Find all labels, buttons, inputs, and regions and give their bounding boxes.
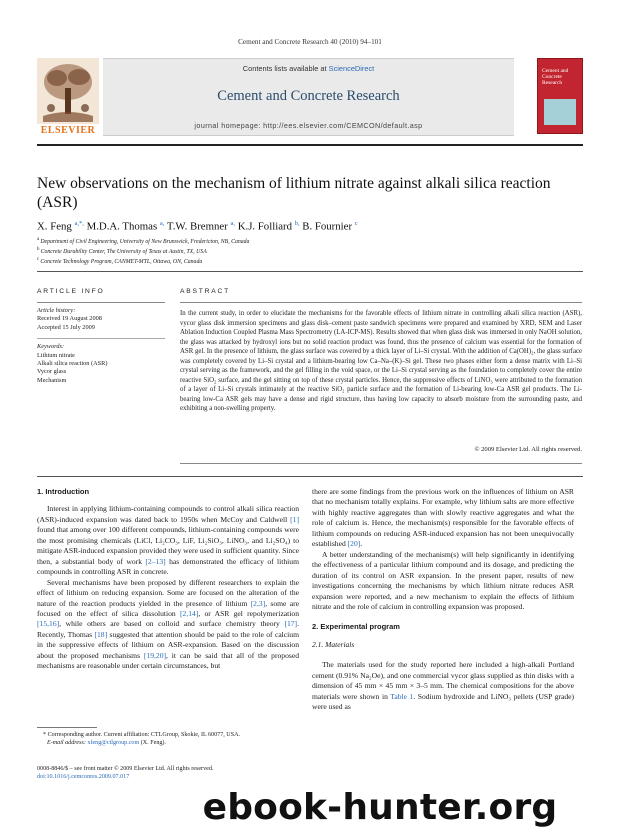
- affiliation-text: Concrete Durability Center, The University of Texas at Austin, TX, USA: [40, 249, 207, 256]
- author-name[interactable]: M.D.A. Thomas: [86, 220, 160, 233]
- section-heading-experimental: 2. Experimental program: [312, 622, 400, 632]
- citation-link[interactable]: [2–13]: [145, 556, 166, 566]
- section-heading-introduction: 1. Introduction: [37, 487, 90, 496]
- doi-link[interactable]: doi:10.1016/j.cemconres.2009.07.017: [37, 774, 130, 780]
- email-suffix: (X. Feng).: [139, 740, 166, 746]
- citation-link[interactable]: [18]: [94, 629, 108, 639]
- author-name[interactable]: K.J. Folliard: [237, 220, 295, 233]
- email-label: E-mail address:: [47, 740, 86, 746]
- footnote-rule: [37, 727, 97, 728]
- abstract-copyright: © 2009 Elsevier Ltd. All rights reserved.: [474, 446, 582, 453]
- author-affiliation-marker[interactable]: a,: [230, 220, 235, 227]
- journal-homepage-link[interactable]: journal homepage: http://ees.elsevier.com/CEMCON/default.asp: [194, 121, 423, 130]
- author-name[interactable]: T.W. Bremner: [166, 220, 231, 233]
- sciencedirect-link[interactable]: ScienceDirect: [328, 64, 375, 73]
- corresponding-author-footnote: [37, 731, 299, 747]
- author-name[interactable]: X. Feng: [37, 220, 75, 233]
- masthead-divider: [37, 144, 583, 146]
- paragraph-text: . Sodium hydroxide and LiNO₃ pellets (USP grade) were used as: [312, 691, 575, 712]
- email-line: [37, 739, 299, 747]
- paragraph-text: Several mechanisms have been proposed by different researchers to explain the effect of lithium on reducing expansion. Some are focused on the alteration of the nature of the reaction products yielded in the presence of lithium: [37, 577, 299, 608]
- accepted-date: Accepted 15 July 2009: [37, 323, 95, 331]
- contents-prefix: Contents lists available at: [242, 64, 327, 73]
- citation-link[interactable]: [2,3]: [250, 598, 266, 608]
- keyword: Lithium nitrate: [37, 351, 75, 359]
- article-history: [37, 307, 165, 332]
- paragraph-text: suggested that attention should be paid to the role of calcium in the suppressive effects of lithium on ASR-expansion. Based on the discussion about the proposed mechanisms: [37, 629, 299, 660]
- affiliation-text: Concrete Technology Program, CANMET-MTL, Ottawa, ON, Canada: [40, 259, 203, 266]
- author-affiliation-marker[interactable]: a,: [159, 220, 165, 227]
- affiliation-list: [37, 236, 577, 267]
- email-link[interactable]: xfeng@ctlgroup.com: [87, 740, 140, 746]
- affiliation-marker: a: [37, 237, 41, 242]
- publisher-name: ELSEVIER: [40, 125, 96, 136]
- paragraph-text: found that among over 100 different compounds, lithium-containing compounds were the most promising chemicals (LiCl, Li₂CO₃, LiF, Li₂SiO₃, LiNO₃, and Li₂SO₄) to mitigate ASR-induced expansion provided they were used in sufficient quantity. Since then, a substantial body of work: [37, 525, 299, 566]
- keywords-label: Keywords:: [37, 343, 65, 351]
- paragraph-text: , while others are based on colloid and surface chemistry theory: [59, 619, 285, 629]
- abstract-bottom-rule: [180, 463, 582, 464]
- cover-image: [544, 99, 576, 125]
- keyword: Mechanism: [37, 376, 67, 384]
- watermark: ebook-hunter.org: [202, 787, 558, 827]
- article-info-panel: [37, 288, 165, 385]
- cover-title: Cement and Concrete Research: [542, 68, 569, 86]
- paragraph-text: , or ASR gel repolymerization: [198, 608, 299, 618]
- affiliation-text: Department of Civil Engineering, University of New Brunswick, Fredericton, NB, Canada: [40, 238, 250, 245]
- intro-paragraph-4: A better understanding of the mechanism(s) will help significantly in identifying the effectiveness of a particular lithium compound and its dosage, and predicting the duration of its control on ASR expansion. In the present paper, results of new investigations concerning the mechanisms by which lithium nitrate reduces ASR expansion were reported, and a new mechanism to explain the effects of lithium nitrate and the role of calcium in controlling expansion was proposed.: [312, 549, 574, 611]
- citation-link[interactable]: [17]: [284, 619, 298, 629]
- abstract-heading: ABSTRACT: [180, 288, 231, 295]
- running-head: Cement and Concrete Research 40 (2010) 94–101: [238, 38, 382, 46]
- body-column-right: [312, 487, 574, 713]
- journal-masthead: [37, 58, 583, 136]
- affiliation-marker: c: [37, 257, 41, 263]
- author-list: [37, 220, 577, 233]
- keywords-rule: [37, 338, 165, 339]
- article-info-rule: [37, 302, 165, 303]
- paragraph-text: Interest in applying lithium-containing compounds to control alkali silica reaction (ASR)-induced expansion was dated back to 1950s when McCoy and Caldwell: [37, 504, 299, 524]
- author-affiliation-marker[interactable]: a,*,: [74, 220, 84, 227]
- keywords-block: [37, 343, 165, 385]
- abstract-text: In the current study, in order to elucidate the mechanisms for the favorable effects of lithium nitrate in controlling alkali silica reaction (ASR), vycor glass disk immersion specimens and glass disk–cement paste sandwich specimens were prepared and examined by XRD, SEM and Laser Ablation Induction Coupled Plasma Mass Spectrometry (LA-ICP-MS). Results showed that when glass disk was immersed in only NaOH solution, the glass was attacked by hydroxyl ions but no solid reaction product was found, thus the presence of calcium was essential for the formation of ASR gel. In the presence of lithium, the glass surface was covered by a thick layer of Li–Si crystal. With the addition of Ca(OH)₂, the glass surface was completely covered by Li–Si crystal and a lithium-bearing low Ca–Na–(K)–Si gel. These two phases either form a dense matrix with Li–Si crystal serving as the framework, and the gel filling in the void space, or the Li–Si crystal serving as the foundation to completely cover the entire reactive SiO₂ surface, and the gel sitting on top of these crystal particles. Hence, the suppressive effects of LiNO₃ were attributed to the formation of a layer of Li–Si crystals intimately at the reactive SiO₂ particle surface and the formation of Li-bearing low-Ca ASR gel products. The Li-bearing low-Ca ASR gels may have a dense and rigid structure, thus having low capacity to absorb moisture from the surrounding paste, and exhibiting a non-swelling property.: [180, 310, 582, 413]
- paragraph-text: , it can be said that all of the proposed mechanisms are reasonable under certain circumstances, but: [37, 650, 300, 671]
- citation-link[interactable]: Table 1: [390, 691, 414, 701]
- paragraph-text: .: [360, 539, 363, 549]
- paragraph-text: there are some findings from the previous work on the influences of lithium on ASR that no mechanism totally explains. For example, why lithium salts are more effective with highly reactive aggregates than with slowly reactive aggregates and what the role of calcium is. Hence, the mechanism(s) responsible for the favorable effects of lithium compounds on reducing ASR-induced expansion has not been unequivocally established: [312, 487, 574, 549]
- author-name[interactable]: B. Fournier: [302, 220, 355, 233]
- affiliation: [37, 256, 577, 266]
- body-divider: [37, 476, 583, 477]
- citation-link[interactable]: [1]: [290, 514, 299, 524]
- elsevier-tree-logo: [37, 58, 99, 136]
- body-column-left: [37, 487, 299, 672]
- paragraph-text: . Recently, Thomas: [37, 619, 299, 639]
- abstract-rule: [180, 302, 582, 303]
- received-date: Received 19 August 2008: [37, 315, 102, 323]
- intro-paragraph-2: [37, 578, 299, 672]
- affiliation-marker: b: [37, 247, 41, 253]
- article-info-heading: ARTICLE INFO: [37, 288, 105, 295]
- subsection-heading-materials: 2.1. Materials: [312, 639, 355, 649]
- history-label: Article history:: [37, 307, 76, 314]
- author-affiliation-marker[interactable]: b,: [294, 220, 300, 227]
- intro-paragraph-3: [312, 487, 574, 550]
- citation-link[interactable]: [19,20]: [143, 650, 167, 660]
- journal-title: Cement and Concrete Research: [217, 88, 400, 104]
- intro-paragraph-1: [37, 504, 299, 577]
- paragraph-text: The materials used for the study reported here included a high-alkali Portland cement (0.91% Na₂Oe), and one commercial vycor glass supplied as thin disks with a dimension of 45 mm × 45 mm × 3–5 mm. The chemical compositions for the above materials were shown in: [312, 660, 574, 701]
- paragraph-text: has demonstrated the efficacy of lithium compounds in controlling ASR in concrete.: [37, 556, 299, 577]
- contents-line: [103, 64, 514, 73]
- citation-link[interactable]: [2,14]: [179, 608, 199, 618]
- affiliation: [37, 246, 577, 256]
- front-matter: [37, 765, 299, 781]
- journal-cover-thumbnail: [537, 58, 583, 134]
- article-title: New observations on the mechanism of lithium nitrate against alkali silica reaction (ASR): [37, 175, 551, 211]
- author-affiliation-marker[interactable]: c: [354, 220, 358, 227]
- keyword: Vycor glass: [37, 368, 67, 376]
- corresponding-note: * Corresponding author. Current affiliation: CTLGroup, Skokie, IL 60077, USA.: [43, 732, 241, 738]
- citation-link[interactable]: [20]: [347, 539, 361, 549]
- affiliation: [37, 236, 577, 246]
- masthead-banner: [103, 58, 514, 136]
- abstract-panel: [180, 288, 582, 414]
- keyword: Alkali silica reaction (ASR): [37, 360, 108, 368]
- paragraph-text: , some are focused on the effect of silica dissolution: [37, 598, 299, 618]
- front-matter-notice: 0008-8846/$ – see front matter © 2009 Elsevier Ltd. All rights reserved.: [37, 766, 214, 772]
- materials-paragraph: [312, 660, 574, 712]
- citation-link[interactable]: [15,16]: [37, 619, 60, 629]
- header-divider: [37, 271, 583, 272]
